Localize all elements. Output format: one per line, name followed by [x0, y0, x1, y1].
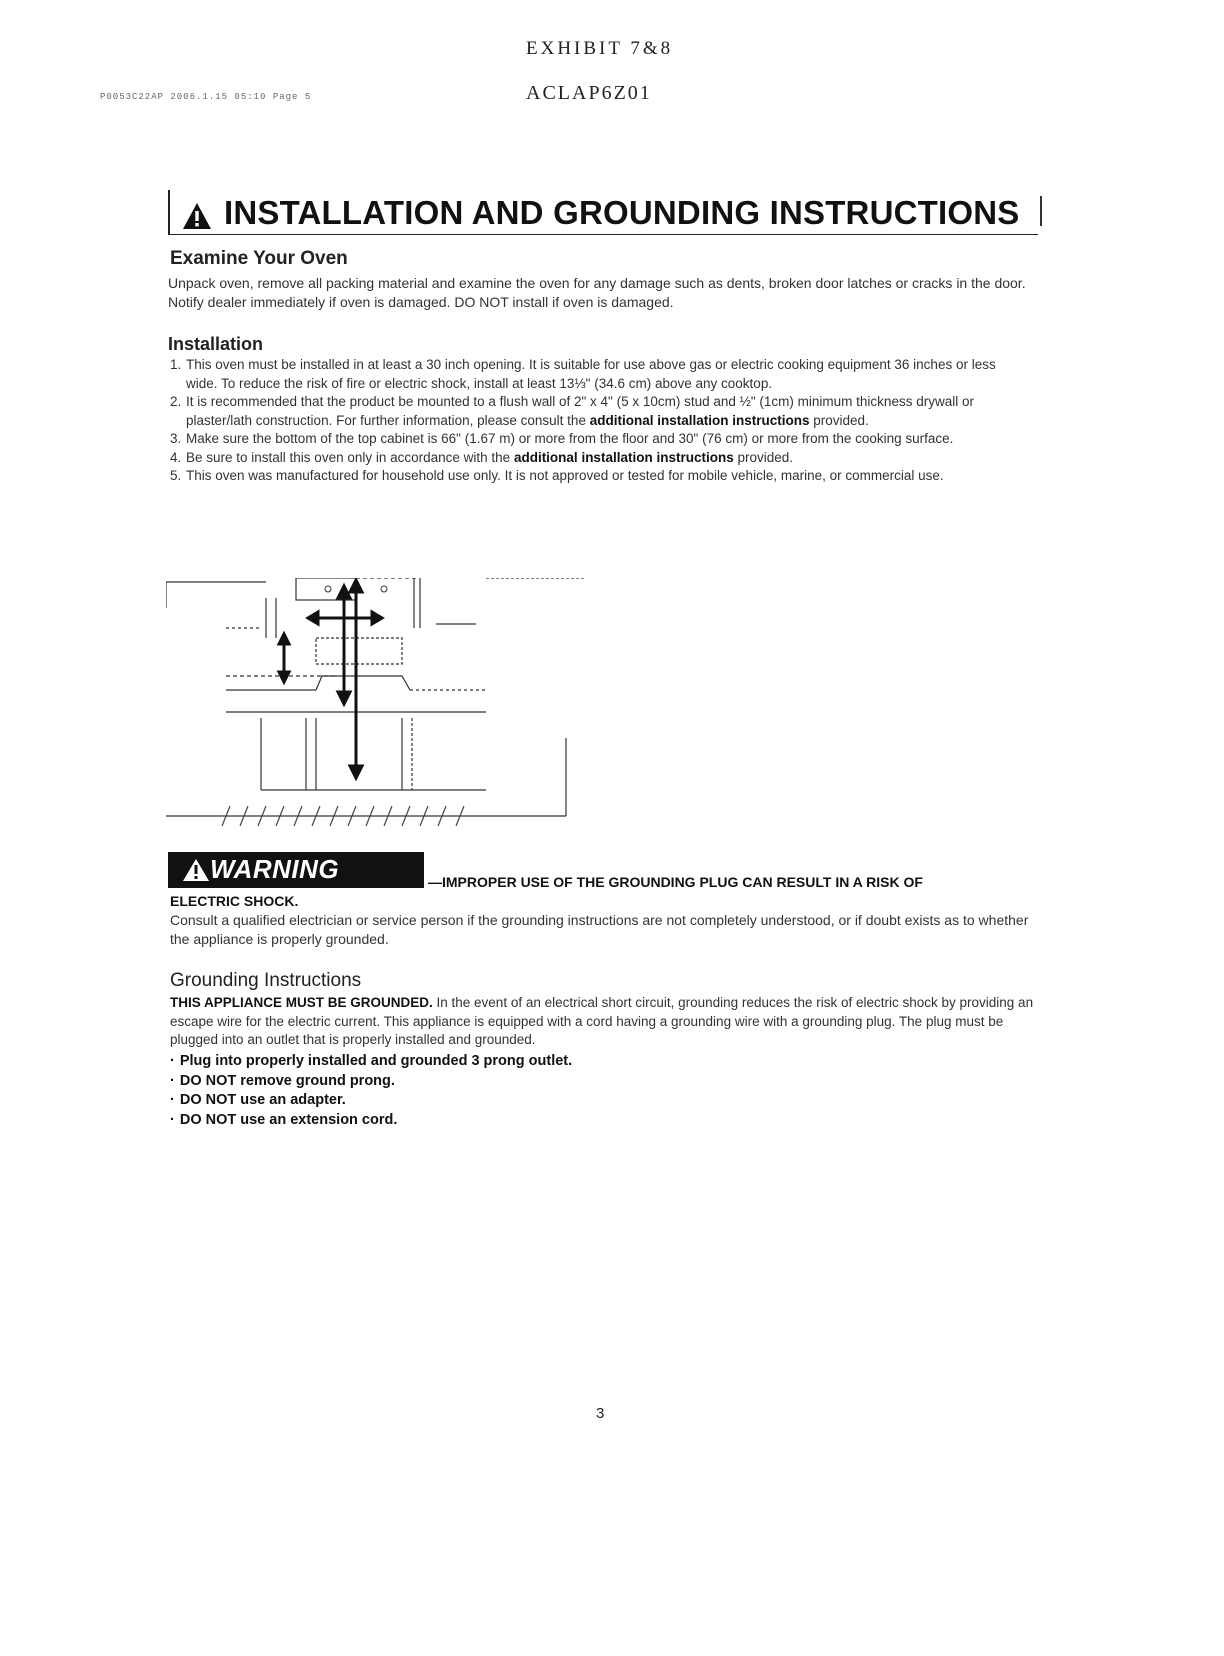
examine-text: Unpack oven, remove all packing material and examine the oven for any damage such as dents, broken door latches or cracks in the door. Notify dealer immediately if oven is damaged. DO NOT install if oven is damaged.	[168, 275, 1026, 310]
list-item	[170, 430, 1030, 449]
grounding-heading: Grounding Instructions	[170, 970, 362, 991]
warning-headline-continued: ELECTRIC SHOCK.	[170, 893, 299, 909]
list-item	[170, 449, 1030, 468]
list-item-emphasis: additional installation instructions	[513, 449, 734, 465]
grounding-lead: THIS APPLIANCE MUST BE GROUNDED.	[170, 995, 433, 1010]
grounding-body: In the event of an electrical short circuit, grounding reduces the risk of electric shock by providing an escape wire for the electric current. This appliance is equipped with a cord having a grounding wire with a grounding plug. The plug must be plugged into an outlet that is properly installed and grounded.	[170, 995, 1034, 1047]
page-title-text: INSTALLATION AND GROUNDING INSTRUCTIONS	[224, 194, 1020, 231]
list-item-text: It is recommended that the product be mounted to a flush wall of 2" x 4" (5 x 10cm) stud and ½" (1cm) minimum thickness drywall or plaster/lath construction. For further information, please consult the	[186, 394, 974, 428]
warning-text: Consult a qualified electrician or service person if the grounding instructions are not completely understood, or if doubt exists as to whether the appliance is properly grounded.	[170, 912, 1029, 947]
list-item	[170, 393, 1030, 430]
exhibit-label: EXHIBIT 7&8	[526, 38, 674, 59]
warning-triangle-icon	[182, 858, 210, 882]
examine-heading: Examine Your Oven	[170, 248, 348, 269]
grounding-text	[170, 994, 1040, 1050]
installation-heading: Installation	[168, 334, 264, 354]
list-item-text: provided.	[733, 449, 793, 465]
list-item-number: 4.	[170, 449, 182, 465]
installation-clearance-diagram	[166, 578, 586, 832]
list-item: · DO NOT use an adapter.	[170, 1091, 572, 1111]
page-title	[182, 194, 1019, 232]
list-item	[170, 356, 1030, 393]
list-item-text: provided.	[809, 412, 869, 428]
warning-headline: —IMPROPER USE OF THE GROUNDING PLUG CAN RESULT IN A RISK OF	[428, 874, 923, 890]
list-item-number: 2.	[170, 394, 182, 409]
installation-list	[170, 356, 1030, 486]
grounding-bullets	[170, 1052, 572, 1130]
fax-header-line: P0053C22AP 2006.1.15 05:10 Page 5	[100, 92, 312, 102]
warning-triangle-icon	[182, 202, 212, 230]
list-item-number: 3.	[170, 431, 182, 446]
page-number: 3	[596, 1405, 605, 1422]
list-item: · DO NOT use an extension cord.	[170, 1111, 572, 1131]
list-item-number: 1.	[170, 357, 182, 372]
list-item: · Plug into properly installed and grounded 3 prong outlet.	[170, 1052, 572, 1072]
list-item	[170, 467, 1030, 486]
list-item-text: Make sure the bottom of the top cabinet is 66" (1.67 m) or more from the floor and 30" (76 cm) or more from the cooking surface.	[186, 431, 954, 446]
list-item-number: 5.	[170, 468, 182, 483]
warning-badge	[168, 852, 424, 888]
warning-badge-label: WARNING	[210, 854, 340, 884]
model-number: ACLAP6Z01	[526, 82, 652, 104]
list-item-text: This oven was manufactured for household use only. It is not approved or tested for mobile vehicle, marine, or commercial use.	[186, 468, 944, 483]
list-item-emphasis: additional installation instructions	[589, 412, 810, 428]
list-item-text: Be sure to install this oven only in accordance with the	[186, 449, 514, 465]
list-item-text: This oven must be installed in at least a 30 inch opening. It is suitable for use above gas or electric cooking equipment 36 inches or less wide. To reduce the risk of fire or electric shock, install at least 13⅓" (34.6 cm) above any cooktop.	[186, 357, 996, 391]
list-item: · DO NOT remove ground prong.	[170, 1072, 572, 1092]
